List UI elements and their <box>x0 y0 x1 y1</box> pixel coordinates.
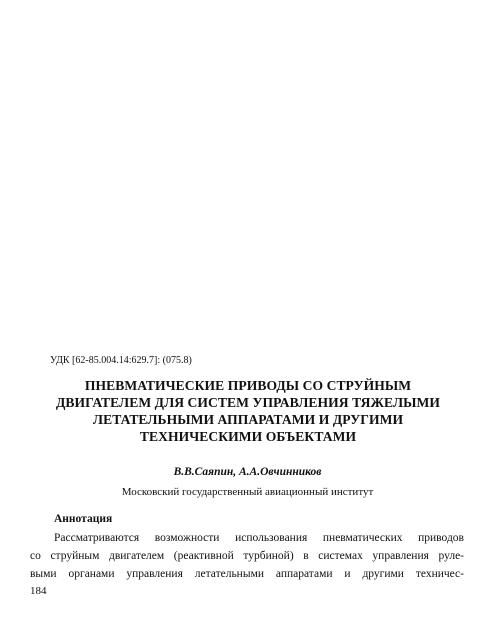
title-line: ПНЕВМАТИЧЕСКИЕ ПРИВОДЫ СО СТРУЙНЫМ <box>84 378 412 393</box>
udk-code: УДК [62-85.004.14:629.7]: (075.8) <box>50 355 192 366</box>
authors: В.В.Саяпин, А.А.Овчинников <box>173 466 322 478</box>
abstract-heading: Аннотация <box>54 513 113 525</box>
title-line: ЛЕТАТЕЛЬНЫМИ АППАРАТАМИ И ДРУГИМИ <box>92 412 404 427</box>
article-title <box>30 377 466 445</box>
affiliation: Московский государственный авиационный институт <box>121 486 374 498</box>
title-line: ТЕХНИЧЕСКИМИ ОБЪЕКТАМИ <box>139 429 357 444</box>
abstract-line: со струйным двигателем (реактивной турбиной) в системах управления руле- <box>30 550 464 562</box>
page-number: 184 <box>30 585 47 597</box>
abstract-line: выми органами управления летательными аппаратами и другими техничес- <box>30 568 464 580</box>
abstract-line: Рассматриваются возможности использования пневматических приводов <box>54 532 464 544</box>
title-line: ДВИГАТЕЛЕМ ДЛЯ СИСТЕМ УПРАВЛЕНИЯ ТЯЖЕЛЫМИ <box>55 395 441 410</box>
abstract-body <box>30 529 464 583</box>
